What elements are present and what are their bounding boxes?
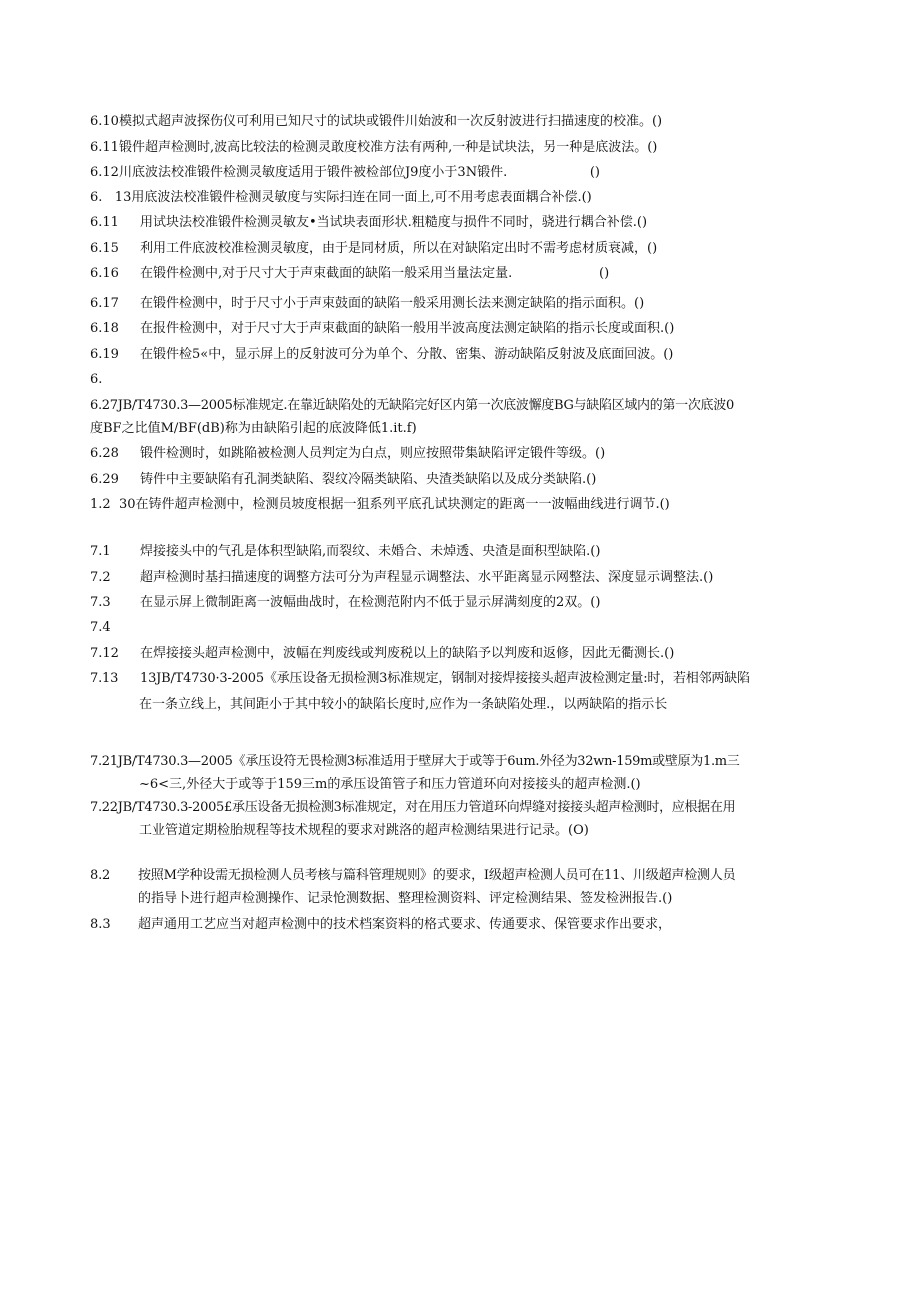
- item-7-13-line2: 在一条立线上，其间距小于其中较小的缺陷长度时,应作为一条缺陷处理.，以两缺陷的指示长: [139, 697, 668, 712]
- item-6-17: 6.17 在锻件检测中，时于尺寸小于声束鼓面的缺陷一般采用测长法来测定缺陷的指示面积。(): [90, 296, 645, 311]
- item-6-16: 6.16 在锻件检测中,对于尺寸大于声束截面的缺陷一般采用当量法定量. (): [90, 266, 610, 281]
- item-8-2-line2: 的指导卜进行超声检测操作、记录怆测数据、整理检测资料、评定检测结果、签发检洲报告.(): [138, 891, 673, 906]
- item-6-28: 6.28 锻件检测时，如跳陥被检测人员判定为白点，则应按照带集缺陷评定锻件等级。(): [90, 446, 606, 461]
- item-6-10: 6.10模拟式超声波探伤仪可利用已知尺寸的试块或锻件川始波和一次反射波进行扫描速度的校准。(): [90, 114, 663, 129]
- item-6-18: 6.18 在报件检测中，对于尺寸大于声束截面的缺陷一般用半波高度法测定缺陷的指示长度或面积.(): [90, 321, 675, 336]
- item-7-21-line1: 7.21JB/T4730.3—2005《承压设符无畏检测3标准适用于壁屏大于或等于6um.外径为32wn-159m或壁原为1.m三: [90, 754, 740, 769]
- item-6-29: 6.29 铸件中主要缺陷有孔洞类缺陷、裂纹冷隔类缺陷、央渣类缺陷以及成分类缺陷.(): [90, 472, 597, 487]
- item-7-3: 7.3 在显示屏上微制距离一波幅曲战时，在检测范附内不低于显示屏满刻度的2双。(): [90, 595, 601, 610]
- item-6-blank: 6.: [90, 372, 103, 387]
- item-6-13: 6. 13用底波法校准锻件检测灵敏度与实际扫连在同一面上,可不用考虑表面耦合补偿.(): [90, 190, 592, 205]
- item-7-12: 7.12 在焊接接头超声检测中，波幅在判废线或判废税以上的缺陷予以判废和返修，因此无衢测长.(): [90, 646, 675, 661]
- item-7-2: 7.2 超声检测时基扫描速度的调整方法可分为声程显示调整法、水平距离显示网整法、深度显示调整法.(): [90, 570, 714, 585]
- item-6-27-line1: 6.27JB/T4730.3—2005标准规定.在靠近缺陷处的无缺陷完好区内第一次底波懈度BG与缺陷区域内的第一次底波0: [90, 398, 734, 413]
- item-7-22-line2: 工业管道定期检胎规程等技术规程的要求对跳洛的超声检测结果进行记录。(O): [139, 823, 589, 838]
- item-6-19: 6.19 在锻件检5«中，显示屏上的反射波可分为单个、分散、密集、游动缺陷反射波及底面回波。(): [90, 347, 674, 362]
- item-6-15: 6.15 利用工件底波校准检测灵敏度，由于是同材质，所以在对缺陷定出时不需考虑材质衰减，(): [90, 241, 658, 256]
- item-7-22-line1: 7.22JB/T4730.3-2005£承压设备无损检测3标准规定，对在用压力管道环向焊缝对接接头超声检测时，应根据在用: [90, 800, 736, 815]
- item-6-27-line2: 度BF之比值M/BF(dB)称为由缺陷引起的底波降低1.it.f): [90, 421, 417, 436]
- item-6-11a: 6.11锻件超声检测时,波高比较法的检测灵敢度校准方法有两种,一种是试块法，另一种是底波法。(): [90, 140, 658, 155]
- item-7-13-line1: 7.13 13JB/T4730·3-2005《承压设备无损检测3标准规定，钢制对接焊接接头超声波检测定量:时，若相邻两缺陷: [90, 671, 750, 686]
- item-8-2-line1: 8.2 按照M学种设需无损检测人员考核与篇科管理规则》的要求，I级超声检测人员可在11、川级超声检测人员: [90, 868, 736, 883]
- item-7-1: 7.1 焊接接头中的气孔是体积型缺陷,而裂纹、未婚合、未焯透、央渣是面积型缺陷.(): [90, 544, 601, 559]
- item-7-21-line2: ~6<三,外径大于或等于159三m的承压设笛管子和压力管道环向对接接头的超声检测.(): [139, 777, 641, 792]
- item-8-3: 8.3 超声通用工艺应当对超声检测中的技术档案资料的格式要求、传通要求、保管要求作出要求，: [90, 917, 672, 932]
- item-1-2-30: 1.2 30在铸件超声检测中，检测员坡度根据一狙系列平底孔试块测定的距离一一波幅曲线进行调节.(): [90, 497, 670, 512]
- item-7-4: 7.4: [90, 620, 111, 635]
- item-6-11b: 6.11 用试块法校准锻件检测灵敏友•当试块表面形状.粗糙度与损件不同时，骁进行耦合补偿.(): [90, 215, 648, 230]
- item-6-12: 6.12川底波法校准锻件检测灵敏度适用于锻件被检部位J9度小于3N锻件. (): [90, 165, 600, 180]
